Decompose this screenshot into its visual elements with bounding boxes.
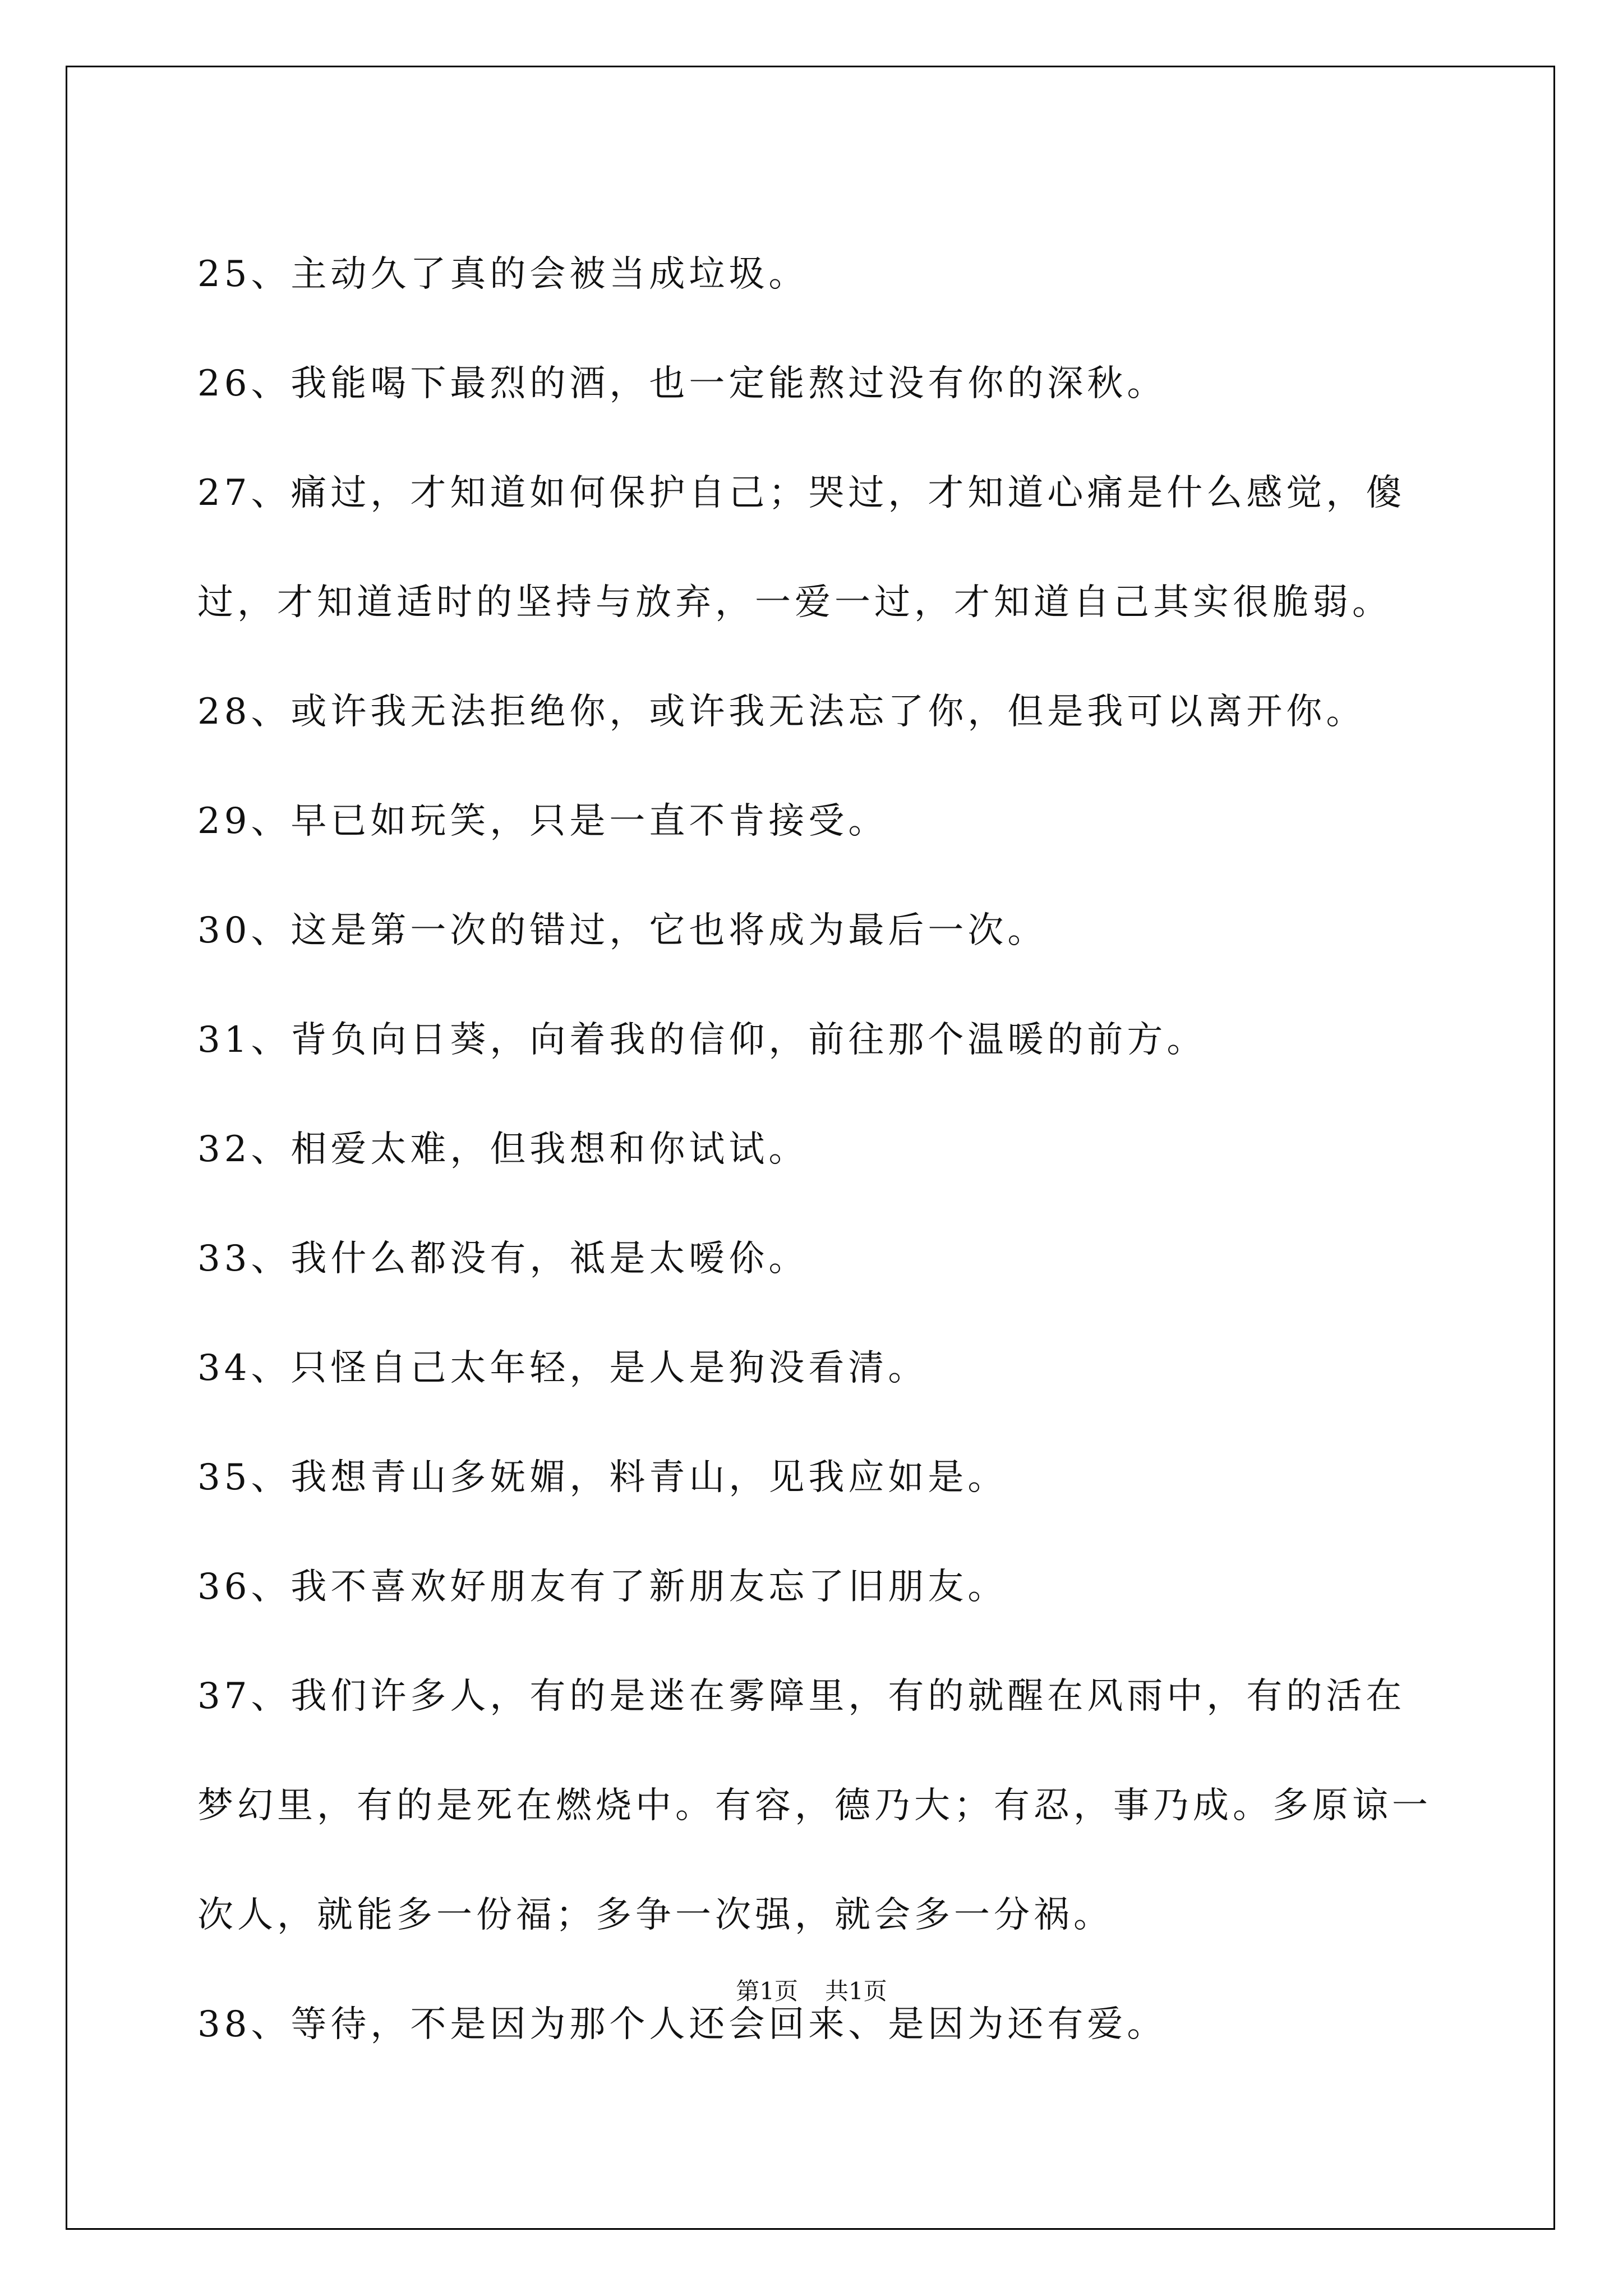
page-footer xyxy=(0,1975,1623,2008)
paragraph-38: 38、等待，不是因为那个人还会回来、是因为还有爱。 xyxy=(197,2004,1167,2045)
paragraph-35: 35、我想青山多妩媚，料青山，见我应如是。 xyxy=(197,1457,1008,1498)
paragraph-31: 31、背负向日葵，向着我的信仰，前往那个温暖的前方。 xyxy=(197,1019,1207,1061)
paragraph-29: 29、早已如玩笑，只是一直不肯接受。 xyxy=(197,800,888,842)
paragraph-36: 36、我不喜欢好朋友有了新朋友忘了旧朋友。 xyxy=(197,1566,1008,1608)
paragraph-26: 26、我能喝下最烈的酒，也一定能熬过没有你的深秋。 xyxy=(197,363,1167,404)
paragraph-33: 33、我什么都没有，祗是太嗳伱。 xyxy=(197,1238,809,1280)
paragraph-37: 37、我们许多人，有的是迷在雾障里，有的就醒在风雨中，有的活在梦幻里，有的是死在燃烧中。有容，德乃大；有忍，事乃成。多原谅一次人，就能多一份福；多争一次强，就会多一分祸。 xyxy=(197,1676,1432,1936)
document-body xyxy=(197,220,1437,2079)
page-number: 第1页 xyxy=(736,1977,798,2005)
paragraph-28: 28、或许我无法拒绝你，或许我无法忘了你，但是我可以离开你。 xyxy=(197,691,1366,733)
page-total: 共1页 xyxy=(825,1977,887,2005)
paragraph-25: 25、主动久了真的会被当成垃圾。 xyxy=(197,254,809,295)
paragraph-27: 27、痛过，才知道如何保护自己；哭过，才知道心痛是什么感觉，傻过，才知道适时的坚持与放弃，一爱一过，才知道自己其实很脆弱。 xyxy=(197,472,1406,623)
paragraph-30: 30、这是第一次的错过，它也将成为最后一次。 xyxy=(197,910,1048,951)
paragraph-32: 32、相爱太难，但我想和你试试。 xyxy=(197,1129,809,1170)
paragraph-34: 34、只怪自己太年轻，是人是狗没看清。 xyxy=(197,1347,928,1389)
